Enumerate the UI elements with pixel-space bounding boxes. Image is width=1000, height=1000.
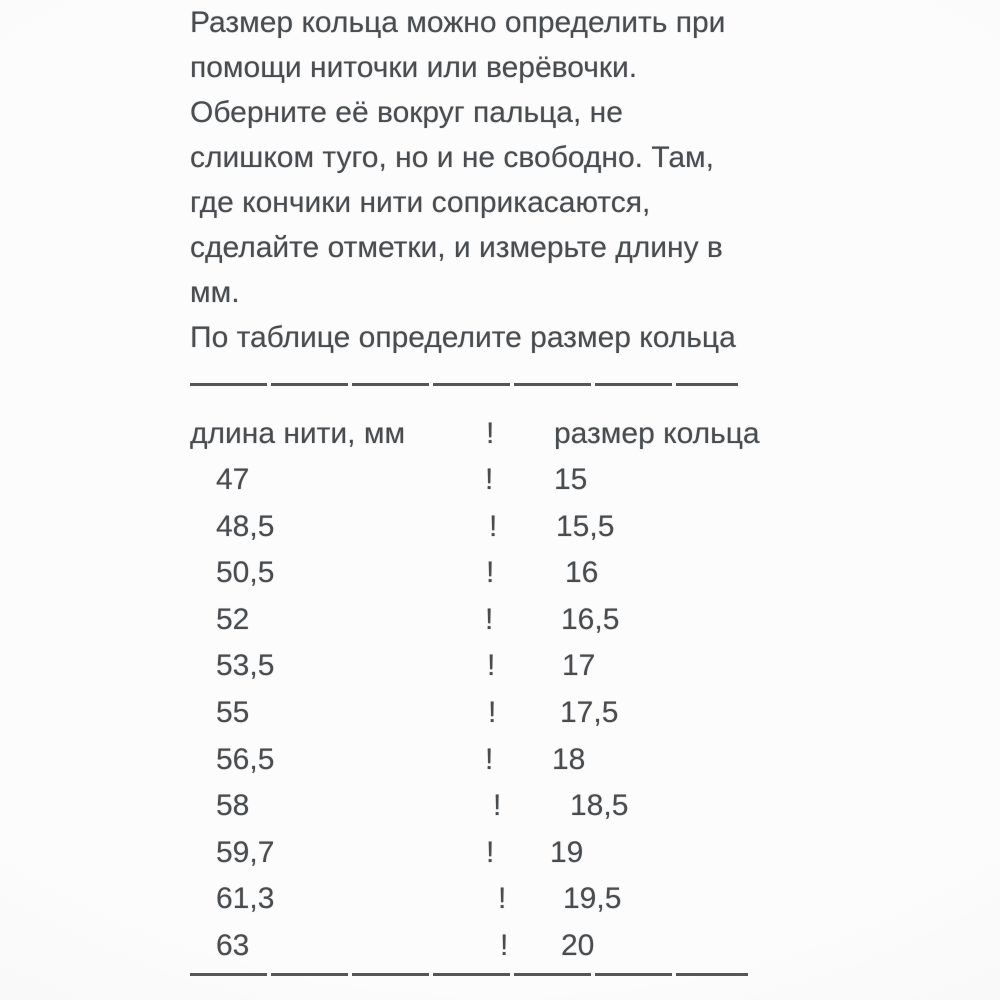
- column-separator: !: [489, 509, 498, 543]
- column-separator: !: [487, 649, 496, 683]
- column-header-ring-size: размер кольца: [554, 417, 760, 450]
- intro-paragraph: [190, 0, 815, 360]
- intro-line: По таблице определите размер кольца: [190, 321, 736, 354]
- column-separator: !: [485, 463, 494, 496]
- ring-size-value: 16,5: [561, 602, 620, 636]
- table-row: [190, 597, 815, 644]
- column-separator: !: [486, 556, 495, 590]
- ring-size-value: 18: [552, 742, 586, 776]
- ring-size-value: 17: [562, 649, 596, 683]
- table-top-divider: [190, 383, 738, 386]
- table-row: [190, 783, 815, 830]
- column-separator: !: [486, 835, 495, 869]
- thread-length-value: 55: [216, 695, 250, 729]
- table-row: [190, 643, 815, 690]
- ring-size-value: 19: [550, 835, 584, 869]
- table-row: [190, 923, 815, 970]
- column-separator: !: [500, 928, 509, 962]
- ring-size-value: 15,5: [556, 509, 615, 543]
- intro-line: помощи ниточки или верёвочки.: [190, 51, 638, 84]
- column-header-thread-length: длина нити, мм: [190, 417, 406, 450]
- table-header-row: [190, 410, 815, 457]
- column-separator: !: [486, 417, 495, 450]
- thread-length-value: 52: [216, 602, 250, 636]
- thread-length-value: 47: [216, 463, 250, 496]
- intro-line: слишком туго, но и не свободно. Там,: [190, 141, 714, 174]
- thread-length-value: 53,5: [216, 649, 275, 683]
- intro-line: сделайте отметки, и измерьте длину в: [190, 231, 723, 264]
- thread-length-value: 50,5: [216, 556, 275, 590]
- intro-line: Оберните её вокруг пальца, не: [190, 96, 623, 129]
- intro-line: мм.: [190, 276, 240, 309]
- ring-size-table: [190, 457, 815, 970]
- intro-line: Размер кольца можно определить при: [190, 6, 726, 39]
- table-row: [190, 550, 815, 597]
- table-row: [190, 690, 815, 737]
- table-row: [190, 457, 815, 504]
- ring-size-value: 20: [561, 928, 595, 962]
- table-bottom-divider: [190, 973, 748, 976]
- ring-size-value: 18,5: [570, 789, 629, 823]
- thread-length-value: 61,3: [216, 882, 275, 916]
- thread-length-value: 58: [216, 789, 250, 823]
- table-row: [190, 876, 815, 923]
- table-row: [190, 830, 815, 877]
- thread-length-value: 59,7: [216, 835, 275, 869]
- thread-length-value: 48,5: [216, 509, 275, 543]
- column-separator: !: [498, 882, 507, 916]
- ring-size-value: 19,5: [563, 882, 622, 916]
- table-row: [190, 737, 815, 784]
- column-separator: !: [485, 742, 494, 776]
- column-separator: !: [485, 602, 494, 636]
- table-row: [190, 504, 815, 551]
- thread-length-value: 56,5: [216, 742, 275, 776]
- column-separator: !: [493, 789, 502, 823]
- ring-size-value: 16: [565, 556, 599, 590]
- ring-size-note: [190, 0, 815, 976]
- ring-size-value: 17,5: [560, 695, 619, 729]
- thread-length-value: 63: [216, 928, 250, 962]
- intro-line: где кончики нити соприкасаются,: [190, 186, 651, 219]
- column-separator: !: [488, 695, 497, 729]
- ring-size-value: 15: [554, 463, 588, 496]
